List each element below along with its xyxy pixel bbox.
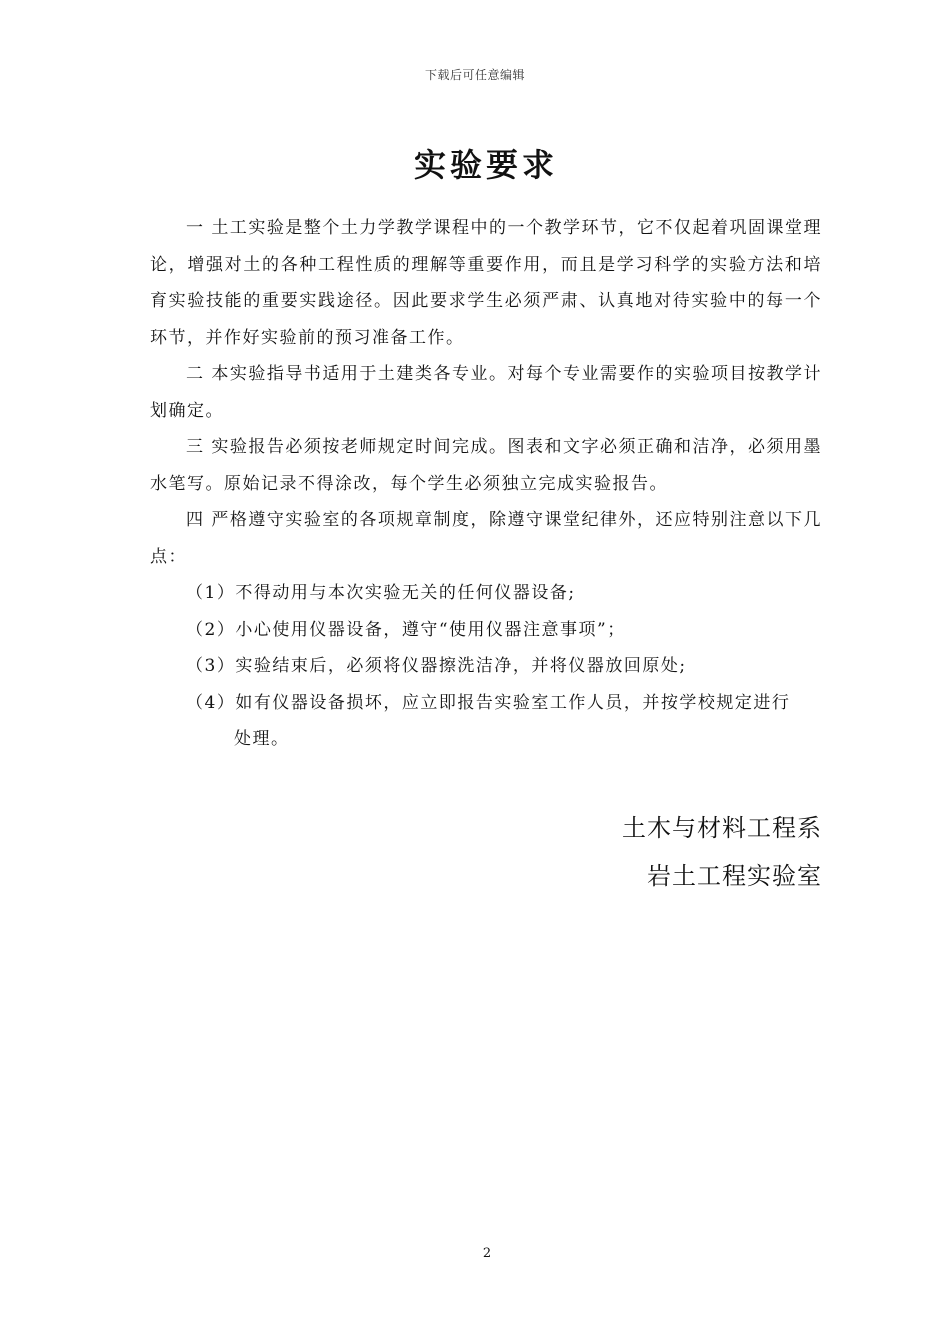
signature-lab: 岩土工程实验室 [647,862,822,890]
list-item-3: （3）实验结束后，必须将仪器擦洗洁净，并将仪器放回原处; [186,656,687,676]
signature-department: 土木与材料工程系 [622,814,822,842]
page-number: 2 [482,1246,492,1261]
list-item-2: （2）小心使用仪器设备，遵守“使用仪器注意事项”； [186,619,626,640]
list-item-1: （1）不得动用与本次实验无关的任何仪器设备; [186,583,576,603]
paragraph-3: 三 实验报告必须按老师规定时间完成。图表和文字必须正确和洁净，必须用墨水笔写。原始记录不得涂改，每个学生必须独立完成实验报告。 [150,437,822,494]
list-item-4: （4）如有仪器设备损坏，应立即报告实验室工作人员，并按学校规定进行 [186,692,791,713]
paragraph-4: 四 严格遵守实验室的各项规章制度，除遵守课堂纪律外，还应特别注意以下几点： [150,510,822,567]
header-note: 下载后可任意编辑 [424,68,525,82]
paragraph-2: 二 本实验指导书适用于土建类各专业。对每个专业需要作的实验项目按教学计划确定。 [150,364,822,421]
document-body [150,210,822,758]
paragraph-1: 一 土工实验是整个土力学教学课程中的一个教学环节，它不仅起着巩固课堂理论，增强对土的各种工程性质的理解等重要作用，而且是学习科学的实验方法和培育实验技能的重要实践途径。因此要求学生必须严肃、认真地对待实验中的每一个环节，并作好实验前的预习准备工作。 [150,218,822,348]
page-title: 实验要求 [413,146,558,184]
list-item-4-continuation: 处理。 [234,729,290,749]
